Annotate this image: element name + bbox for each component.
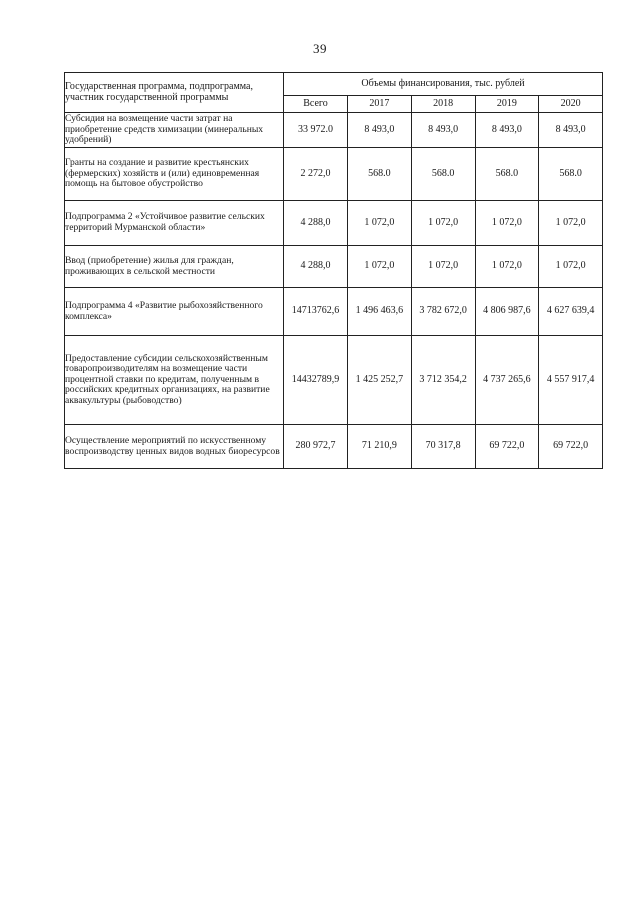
row-value-total: 14432789,9 [284,336,348,425]
row-value-2020: 568.0 [539,148,603,201]
row-value-2017: 71 210,9 [348,425,412,469]
table-row [65,113,603,148]
row-name: Подпрограмма 4 «Развитие рыбохозяйственного комплекса» [65,288,284,336]
row-value-2019: 8 493,0 [475,113,539,148]
row-name: Гранты на создание и развитие крестьянских (фермерских) хозяйств и (или) единовременная помощь на бытовое обустройство [65,148,284,201]
row-value-2020: 69 722,0 [539,425,603,469]
row-value-2017: 1 072,0 [348,201,412,246]
row-value-2019: 69 722,0 [475,425,539,469]
header-col-2020: 2020 [539,96,603,113]
header-funding-group: Объемы финансирования, тыс. рублей [284,73,603,96]
row-value-2020: 1 072,0 [539,201,603,246]
header-col-2017: 2017 [348,96,412,113]
row-value-total: 33 972.0 [284,113,348,148]
table-row [65,288,603,336]
row-value-total: 4 288,0 [284,246,348,288]
row-value-2018: 1 072,0 [411,246,475,288]
row-value-2020: 4 627 639,4 [539,288,603,336]
row-value-total: 4 288,0 [284,201,348,246]
row-value-2018: 8 493,0 [411,113,475,148]
table-row [65,148,603,201]
row-value-2020: 8 493,0 [539,113,603,148]
row-value-2019: 4 737 265,6 [475,336,539,425]
table-row [65,201,603,246]
row-value-2017: 568.0 [348,148,412,201]
row-name: Предоставление субсидии сельскохозяйственным товаропроизводителям на возмещение части процентной ставки по кредитам, полученным в российских кредитных организациях, на развитие аквакультуры (рыбоводство) [65,336,284,425]
row-value-2018: 3 712 354,2 [411,336,475,425]
table-row [65,425,603,469]
row-name: Ввод (приобретение) жилья для граждан, проживающих в сельской местности [65,246,284,288]
row-value-total: 280 972,7 [284,425,348,469]
row-value-2019: 4 806 987,6 [475,288,539,336]
row-value-2019: 1 072,0 [475,201,539,246]
table-row [65,246,603,288]
row-value-2018: 568.0 [411,148,475,201]
row-value-2017: 8 493,0 [348,113,412,148]
row-value-2019: 1 072,0 [475,246,539,288]
header-col-2019: 2019 [475,96,539,113]
table-header-row [65,73,603,96]
row-value-2018: 3 782 672,0 [411,288,475,336]
row-value-2017: 1 072,0 [348,246,412,288]
row-value-2019: 568.0 [475,148,539,201]
row-value-total: 2 272,0 [284,148,348,201]
row-value-2018: 70 317,8 [411,425,475,469]
table-row [65,336,603,425]
row-name: Подпрограмма 2 «Устойчивое развитие сельских территорий Мурманской области» [65,201,284,246]
header-col-total: Всего [284,96,348,113]
row-value-2017: 1 425 252,7 [348,336,412,425]
row-value-2020: 4 557 917,4 [539,336,603,425]
row-name: Осуществление мероприятий по искусственному воспроизводству ценных видов водных биоресурсов [65,425,284,469]
page-number: 39 [313,41,327,56]
row-value-2017: 1 496 463,6 [348,288,412,336]
funding-table [64,72,603,469]
row-value-2020: 1 072,0 [539,246,603,288]
header-col-2018: 2018 [411,96,475,113]
row-value-total: 14713762,6 [284,288,348,336]
row-value-2018: 1 072,0 [411,201,475,246]
row-name: Субсидия на возмещение части затрат на приобретение средств химизации (минеральных удобрений) [65,113,284,148]
header-name-cell: Государственная программа, подпрограмма, участник государственной программы [65,73,284,113]
